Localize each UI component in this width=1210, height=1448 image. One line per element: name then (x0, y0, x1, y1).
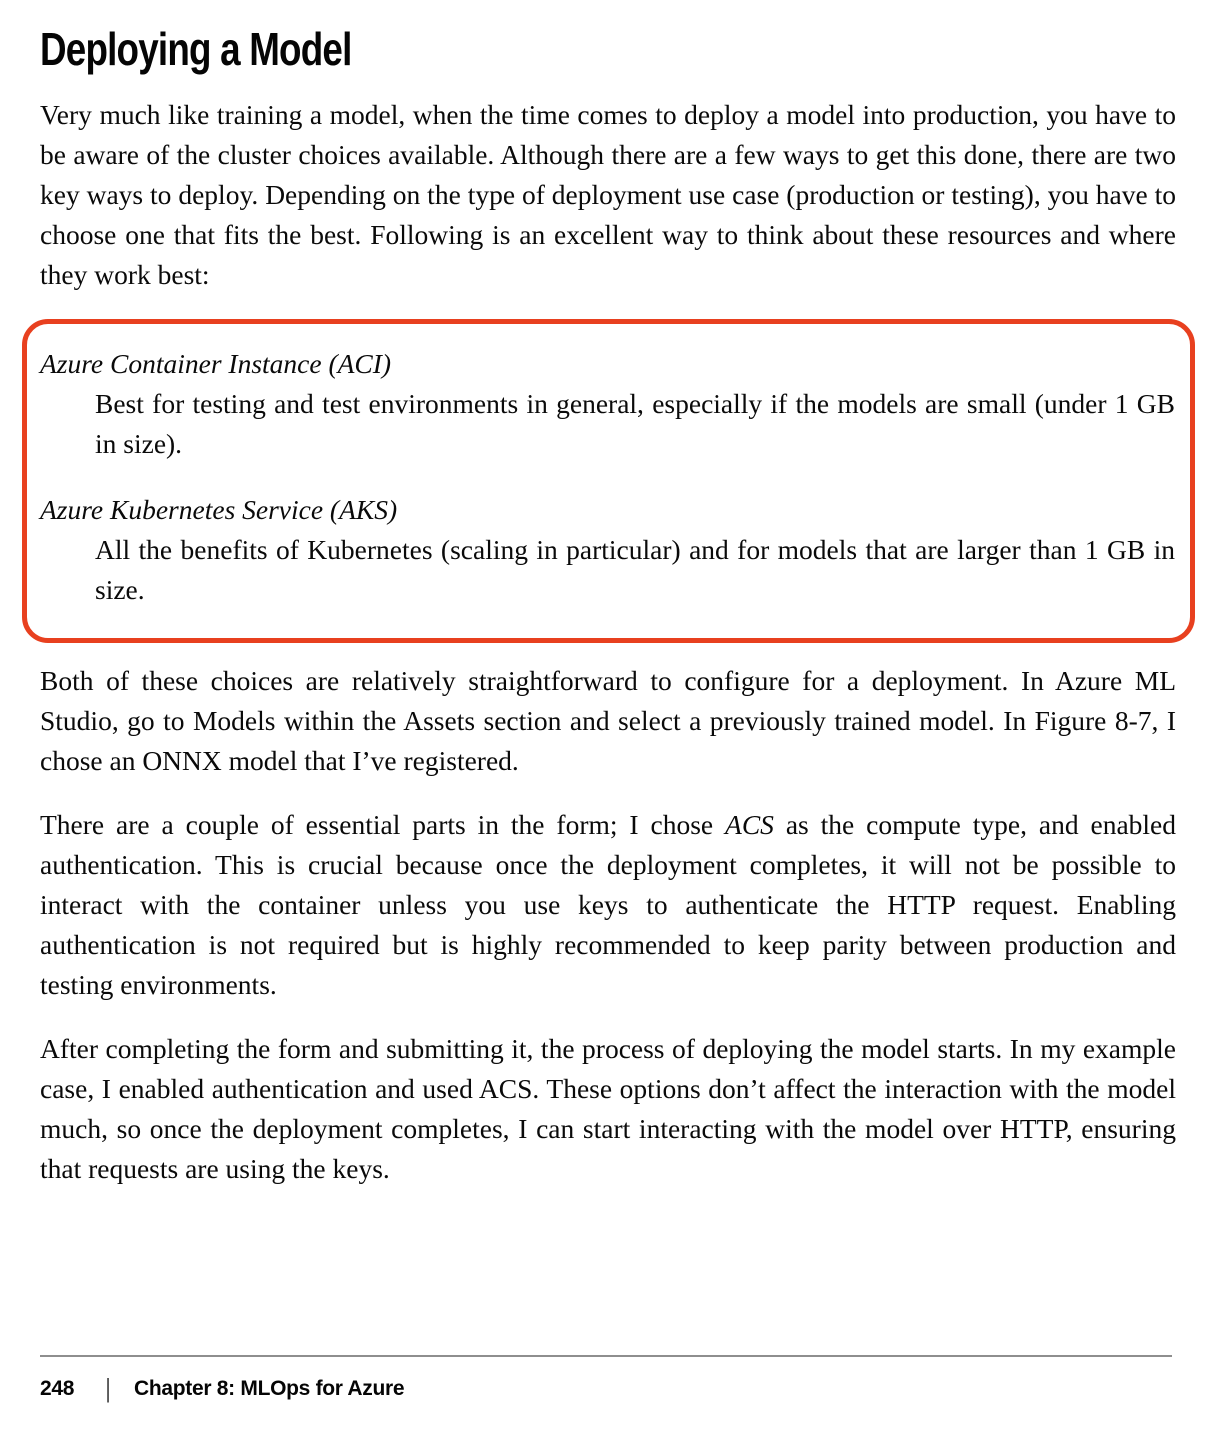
chapter-title: Chapter 8: MLOps for Azure (134, 1376, 405, 1400)
paragraph-configure: Both of these choices are relatively straightforward to configure for a deployment. In Azure ML Studio, go to Models within the Assets section and select a previously trained model. In Figure 8-7, I chose an ONNX model that I’ve registered. (40, 664, 1176, 776)
footer-separator: | (106, 1373, 110, 1403)
footer-line (40, 1373, 1172, 1404)
page-title: Deploying a Model (40, 23, 352, 75)
footer-rule (40, 1355, 1172, 1357)
callout-box (22, 319, 1195, 643)
paragraph-form-parts: There are a couple of essential parts in the form; I chose ACS as the compute type, and enabled authentication. This is crucial because once the deployment completes, it will not be possible to interact with the container unless you use keys to authenticate the HTTP request. Enabling authentication is not required but is highly recommended to keep parity between production and testing environments. (40, 808, 1176, 1000)
definition-text: Best for testing and test environments in general, especially if the models are small (under 1 GB in size). (95, 387, 1175, 459)
definition-text: All the benefits of Kubernetes (scaling in particular) and for models that are larger than 1 GB in size. (95, 533, 1175, 605)
intro-paragraph: Very much like training a model, when the time comes to deploy a model into production, you have to be aware of the cluster choices available. Although there are a few ways to get this done, there are two key ways to deploy. Depending on the type of deployment use case (production or testing), you have to choose one that fits the best. Following is an excellent way to think about these resources and where they work best: (40, 98, 1176, 290)
definition-item-aci (40, 344, 1175, 464)
definition-term: Azure Container Instance (ACI) (40, 347, 392, 379)
definition-term: Azure Kubernetes Service (AKS) (40, 493, 398, 525)
definition-item-aks (40, 490, 1175, 610)
page-number: 248 (40, 1376, 75, 1400)
paragraph-after-submit: After completing the form and submitting it, the process of deploying the model starts. In my example case, I enabled authentication and used ACS. These options don’t affect the interaction with the model much, so once the deployment completes, I can start interacting with the model over HTTP, ensuring that requests are using the keys. (40, 1032, 1176, 1184)
page-footer (40, 1355, 1172, 1404)
